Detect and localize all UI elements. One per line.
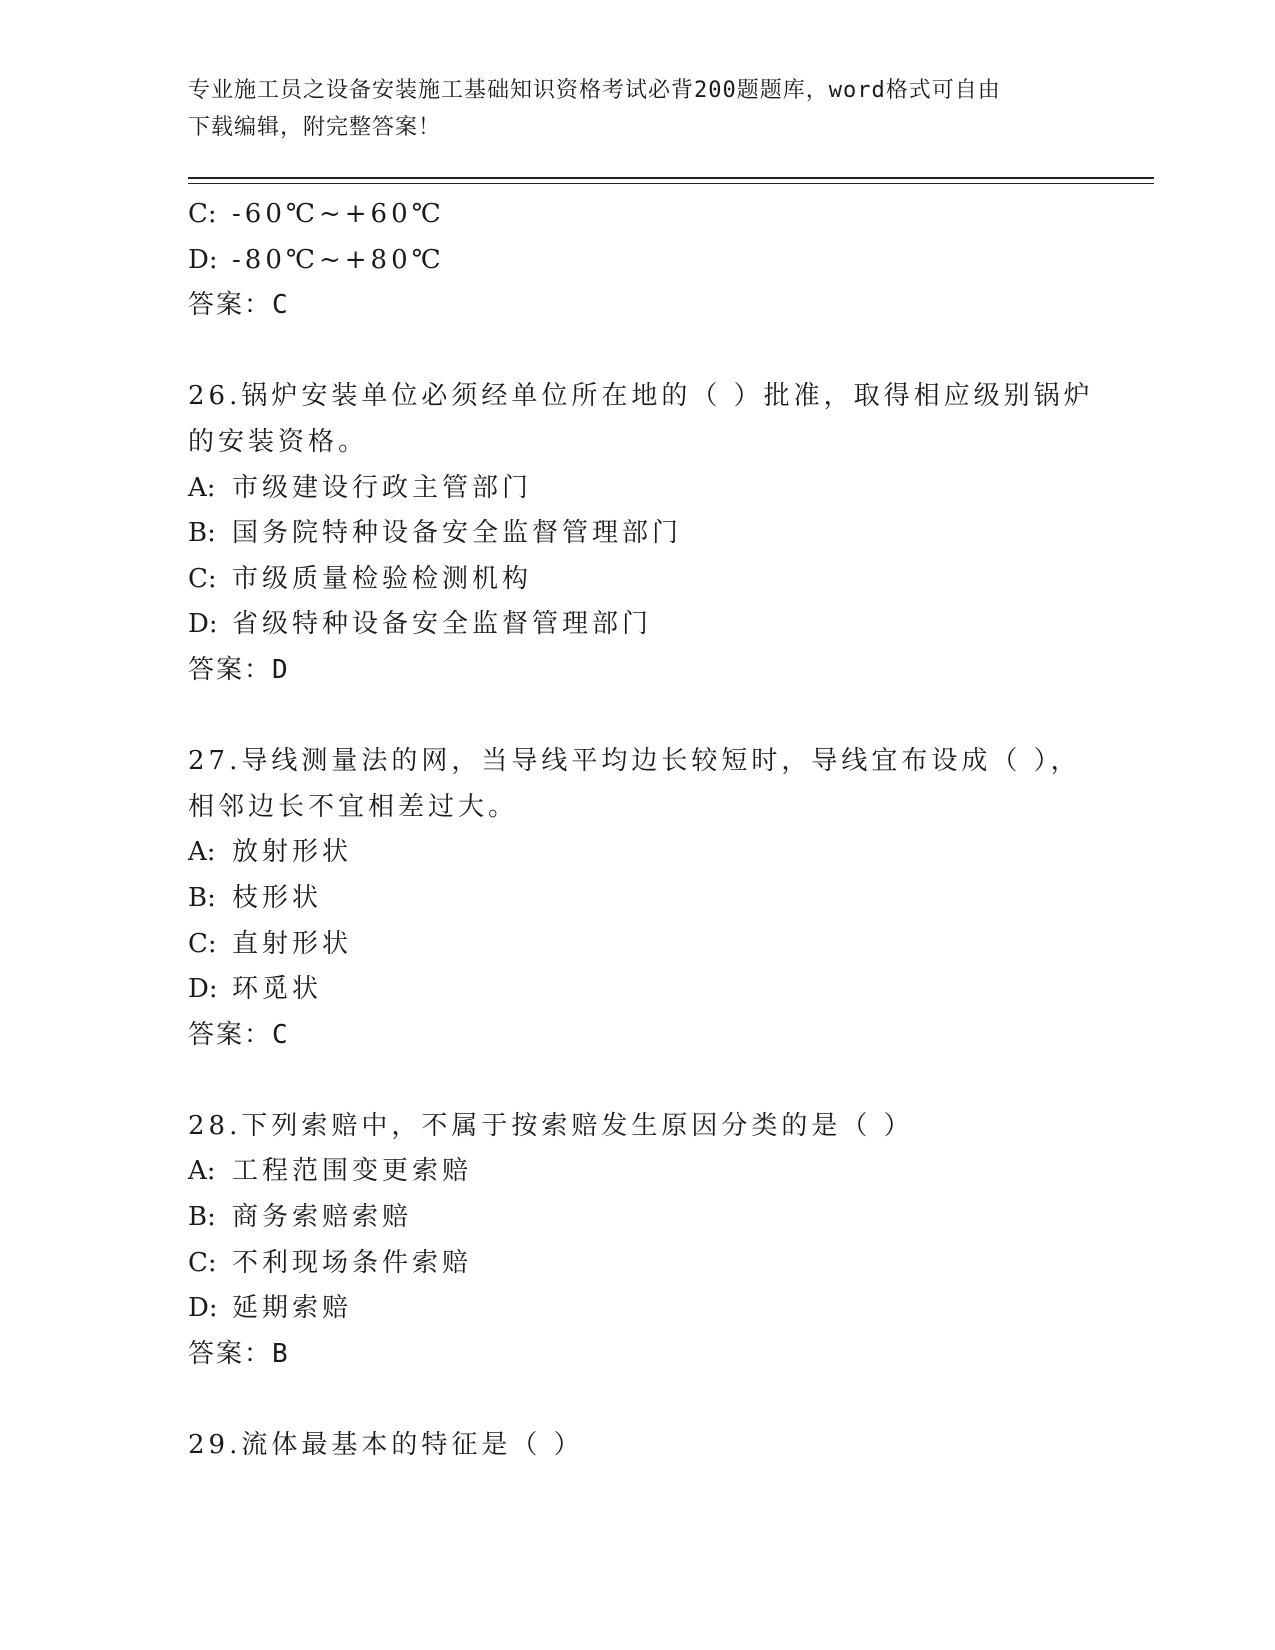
header-line-2: 下载编辑，附完整答案！ [188,115,442,140]
option-label: B: [188,882,216,913]
question-text: 28.下列索赔中，不属于按索赔发生原因分类的是（ ） [188,1110,914,1141]
option-d [188,1286,1088,1332]
answer-line: 答案：B [188,1338,290,1369]
question-spacer [188,694,1088,740]
question-27 [188,739,1088,1058]
question-spacer [188,1377,1088,1423]
option-c [188,922,1088,968]
option-text: 市级质量检验检测机构 [232,563,533,594]
option-b [188,511,1088,557]
option-label: C: [188,1247,217,1278]
document-header [188,72,1088,146]
answer-line: 答案：C [188,290,290,321]
question-text: 的安装资格。 [188,426,369,457]
answer-line: 答案：D [188,654,290,685]
option-label: D: [188,244,218,275]
question-text: 相邻边长不宜相差过大。 [188,791,519,822]
option-text: 枝形状 [232,882,323,913]
header-divider-thin [188,183,1154,184]
option-text: 市级建设行政主管部门 [232,472,533,503]
option-d [188,967,1088,1013]
answer-line: 答案：C [188,1019,290,1050]
option-label: A: [188,472,216,503]
header-divider-thick [188,177,1154,179]
partial-question [188,192,1088,329]
option-label: A: [188,1156,216,1187]
option-text: 直射形状 [232,928,353,959]
option-text: 商务索赔索赔 [232,1202,413,1233]
question-28 [188,1104,1088,1378]
option-text: 放射形状 [232,837,353,868]
option-text: 环觅状 [232,974,323,1005]
option-c [188,1241,1088,1287]
option-label: C: [188,928,217,959]
option-text: 延期索赔 [232,1293,353,1324]
question-spacer [188,1058,1088,1104]
option-a [188,466,1088,512]
question-spacer [188,329,1088,375]
option-b [188,876,1088,922]
question-29 [188,1423,1088,1469]
option-c [188,557,1088,603]
question-text: 29.流体最基本的特征是（ ） [188,1430,584,1461]
option-b [188,1195,1088,1241]
header-line-1: 专业施工员之设备安装施工基础知识资格考试必背200题题库，word格式可自由 [188,78,1001,103]
option-a [188,830,1088,876]
option-text: -60℃~+60℃ [232,199,445,229]
option-a [188,1149,1088,1195]
option-label: D: [188,974,218,1005]
option-c [188,192,1088,238]
question-text: 26.锅炉安装单位必须经单位所在地的（ ）批准，取得相应级别锅炉 [188,381,1094,412]
option-label: B: [188,518,216,549]
option-label: A: [188,837,216,868]
option-label: D: [188,609,218,640]
option-text: 国务院特种设备安全监督管理部门 [232,518,683,549]
question-text: 27.导线测量法的网，当导线平均边长较短时，导线宜布设成（ ）， [188,746,1081,777]
option-label: D: [188,1293,218,1324]
option-d [188,238,1088,284]
option-label: C: [188,563,217,594]
option-label: B: [188,1202,216,1233]
option-text: -80℃~+80℃ [232,244,445,275]
question-list [188,192,1094,1469]
option-text: 省级特种设备安全监督管理部门 [232,609,653,640]
option-d [188,602,1088,648]
option-text: 工程范围变更索赔 [232,1156,473,1187]
option-text: 不利现场条件索赔 [232,1247,473,1278]
question-26 [188,374,1094,693]
option-label: C: [188,199,217,229]
